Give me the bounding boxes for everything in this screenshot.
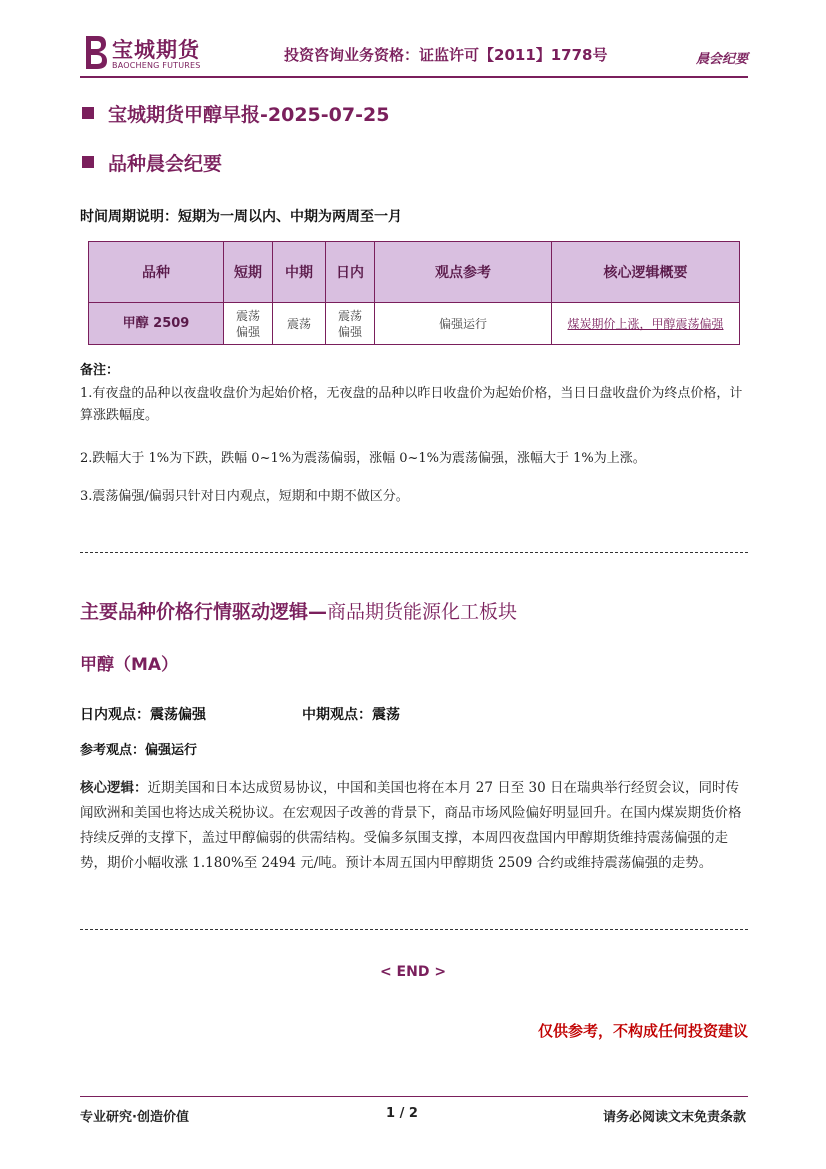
table-header-row <box>89 242 740 303</box>
end-marker: < END > <box>379 964 447 980</box>
col-header-logic: 核心逻辑概要 <box>552 242 740 303</box>
notes-title: 备注： <box>80 363 120 378</box>
cell-view: 偏强运行 <box>375 303 552 345</box>
cell-variety: 甲醇 2509 <box>89 303 224 345</box>
reference-view: 参考观点：偏强运行 <box>80 743 198 758</box>
core-logic-label: 核心逻辑： <box>80 780 148 796</box>
dashed-divider <box>80 929 748 930</box>
footer-slogan: 专业研究·创造价值 <box>80 1110 189 1125</box>
mid-term-view: 中期观点：震荡 <box>302 707 400 723</box>
note-item: 3.震荡偏强/偏弱只针对日内观点，短期和中期不做区分。 <box>80 489 409 504</box>
col-header-mid: 中期 <box>273 242 326 303</box>
note-item: 2.跌幅大于 1%为下跌，跌幅 0~1%为震荡偏弱，涨幅 0~1%为震荡偏强，涨幅大于 1%为上涨。 <box>80 451 646 466</box>
table-row <box>89 303 740 345</box>
logo-text-en: BAOCHENG FUTURES <box>112 61 201 70</box>
cell-logic-link[interactable]: 煤炭期价上涨，甲醇震荡偏强 <box>552 303 740 345</box>
col-header-view: 观点参考 <box>375 242 552 303</box>
core-logic-paragraph <box>80 776 750 876</box>
note-item: 1.有夜盘的品种以夜盘收盘价为起始价格，无夜盘的品种以昨日收盘价为起始价格，当日日盘收盘价为终点价格，计算涨跌幅度。 <box>80 386 743 423</box>
page-number: 1 / 2 <box>386 1106 418 1121</box>
commodity-title: 甲醇（MA） <box>80 655 179 675</box>
disclaimer-text: 仅供参考，不构成任何投资建议 <box>537 1022 748 1040</box>
bullet-square-icon <box>82 107 94 119</box>
report-title: 宝城期货甲醇早报-2025-07-25 <box>108 104 390 126</box>
core-logic-text: 近期美国和日本达成贸易协议，中国和美国也将在本月 27 日至 30 日在瑞典举行经贸会议，同时传闻欧洲和美国也将达成关税协议。在宏观因子改善的背景下，商品市场风险偏好明显回升。在国内煤炭期货价格持续反弹的支撑下，盖过甲醇偏弱的供需结构。受偏多氛围支撑，本周四夜盘国内甲醇期货维持震荡偏强的走势，期价小幅收涨 1.180%至 2494 元/吨。预计本周五国内甲醇期货 2509 合约或维持震荡偏强的走势。 <box>80 780 742 871</box>
logo-mark-icon <box>82 34 108 70</box>
drivers-title: 主要品种价格行情驱动逻辑—商品期货能源化工板块 <box>80 601 518 623</box>
summary-title: 品种晨会纪要 <box>108 153 223 175</box>
logo-text-cn: 宝城期货 <box>112 38 200 62</box>
period-note: 时间周期说明：短期为一周以内、中期为两周至一月 <box>80 209 402 225</box>
dashed-divider <box>80 552 748 553</box>
qualification-text: 投资咨询业务资格：证监许可【2011】1778号 <box>284 46 608 64</box>
header-divider <box>80 76 748 78</box>
bullet-square-icon <box>82 156 94 168</box>
col-header-intraday: 日内 <box>326 242 375 303</box>
cell-short-term: 震荡偏强 <box>224 303 273 345</box>
cell-intraday: 震荡偏强 <box>326 303 375 345</box>
col-header-variety: 品种 <box>89 242 224 303</box>
col-header-short: 短期 <box>224 242 273 303</box>
report-type: 晨会纪要 <box>695 52 748 67</box>
intraday-view: 日内观点：震荡偏强 <box>80 707 206 723</box>
footer-disclaimer-link[interactable]: 请务必阅读文末免责条款 <box>602 1110 746 1125</box>
footer-divider <box>80 1096 748 1097</box>
cell-mid-term: 震荡 <box>273 303 326 345</box>
views-table <box>88 241 740 345</box>
company-logo <box>82 34 212 74</box>
